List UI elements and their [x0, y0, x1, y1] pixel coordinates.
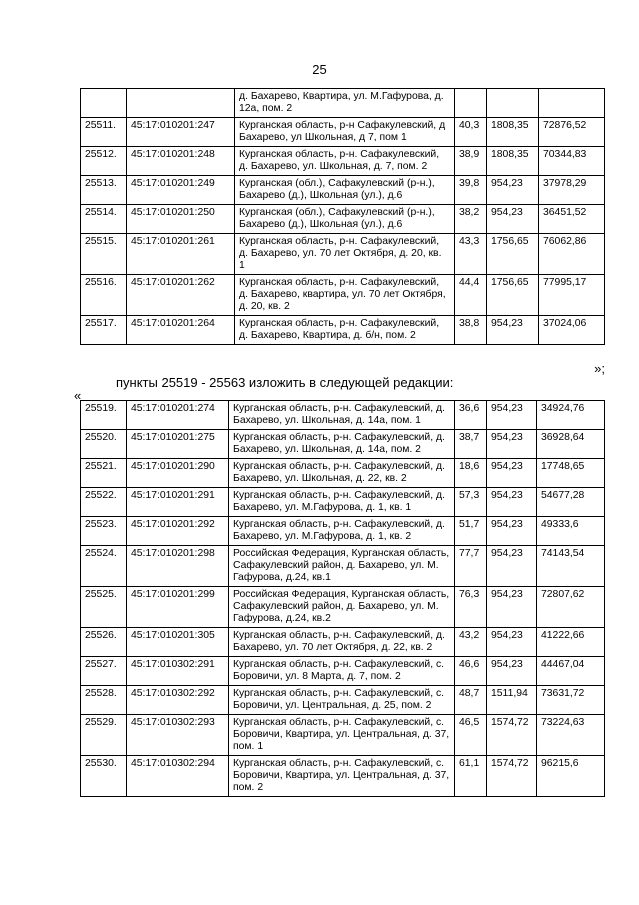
value-cell: 70344,83: [539, 147, 605, 176]
table-row: [81, 234, 605, 275]
value-cell: 73631,72: [537, 686, 605, 715]
area-cell: 46,5: [455, 715, 487, 756]
area-cell: 57,3: [455, 488, 487, 517]
amendment-paragraph: пункты 25519 - 25563 изложить в следующей редакции:: [116, 375, 454, 390]
item-number-cell: 25525.: [81, 587, 127, 628]
rate-cell: 1574,72: [487, 756, 537, 797]
item-number-cell: 25517.: [81, 316, 127, 345]
area-cell: 18,6: [455, 459, 487, 488]
table-row: [81, 118, 605, 147]
value-cell: 37978,29: [539, 176, 605, 205]
item-number-cell: 25515.: [81, 234, 127, 275]
rate-cell: 954,23: [487, 587, 537, 628]
value-cell: 17748,65: [537, 459, 605, 488]
rate-cell: 954,23: [487, 488, 537, 517]
rate-cell: 954,23: [487, 517, 537, 546]
area-cell: 48,7: [455, 686, 487, 715]
value-cell: 49333,6: [537, 517, 605, 546]
cadastral-number-cell: 45:17:010201:262: [127, 275, 235, 316]
area-cell: 39,8: [455, 176, 487, 205]
value-cell: 72876,52: [539, 118, 605, 147]
item-number-cell: 25526.: [81, 628, 127, 657]
value-cell: [539, 89, 605, 118]
cadastral-number-cell: 45:17:010201:249: [127, 176, 235, 205]
item-number-cell: 25524.: [81, 546, 127, 587]
table-row: [81, 657, 605, 686]
address-cell: Курганская область, р-н. Сафакулевский, д. Бахарево, ул. М.Гафурова, д. 1, кв. 2: [229, 517, 455, 546]
table-row: [81, 205, 605, 234]
table-row: [81, 147, 605, 176]
cadastral-number-cell: 45:17:010201:275: [127, 430, 229, 459]
item-number-cell: 25513.: [81, 176, 127, 205]
rate-cell: 954,23: [487, 430, 537, 459]
item-number-cell: 25520.: [81, 430, 127, 459]
address-cell: Курганская (обл.), Сафакулевский (р-н.), Бахарево (д.), Школьная (ул.), д.6: [235, 176, 455, 205]
cadastral-number-cell: 45:17:010201:248: [127, 147, 235, 176]
rate-cell: 1808,35: [487, 118, 539, 147]
address-cell: Курганская область, р-н. Сафакулевский, с. Боровичи, ул. 8 Марта, д. 7, пом. 2: [229, 657, 455, 686]
area-cell: 40,3: [455, 118, 487, 147]
table-row: [81, 176, 605, 205]
property-table-2: [80, 400, 605, 797]
property-table-1: [80, 88, 605, 345]
area-cell: 38,9: [455, 147, 487, 176]
area-cell: 43,3: [455, 234, 487, 275]
area-cell: 38,2: [455, 205, 487, 234]
rate-cell: 1756,65: [487, 234, 539, 275]
address-cell: Курганская область, р-н. Сафакулевский, д. Бахарево, ул. М.Гафурова, д. 1, кв. 1: [229, 488, 455, 517]
closing-quote: »;: [594, 361, 605, 376]
value-cell: 74143,54: [537, 546, 605, 587]
cadastral-number-cell: 45:17:010201:305: [127, 628, 229, 657]
table-row: [81, 430, 605, 459]
table-row: [81, 89, 605, 118]
table-row: [81, 401, 605, 430]
rate-cell: 954,23: [487, 657, 537, 686]
table-row: [81, 316, 605, 345]
area-cell: 77,7: [455, 546, 487, 587]
rate-cell: 1808,35: [487, 147, 539, 176]
item-number-cell: [81, 89, 127, 118]
rate-cell: 954,23: [487, 546, 537, 587]
cadastral-number-cell: 45:17:010201:299: [127, 587, 229, 628]
value-cell: 34924,76: [537, 401, 605, 430]
item-number-cell: 25521.: [81, 459, 127, 488]
table-row: [81, 517, 605, 546]
area-cell: 38,7: [455, 430, 487, 459]
value-cell: 36928,64: [537, 430, 605, 459]
address-cell: Курганская область, р-н. Сафакулевский, д. Бахарево, Квартира, д. б/н, пом. 2: [235, 316, 455, 345]
cadastral-number-cell: 45:17:010201:264: [127, 316, 235, 345]
cadastral-number-cell: 45:17:010201:292: [127, 517, 229, 546]
area-cell: 38,8: [455, 316, 487, 345]
item-number-cell: 25530.: [81, 756, 127, 797]
page-number: 25: [312, 62, 327, 77]
opening-quote: «: [74, 388, 82, 403]
cadastral-number-cell: 45:17:010201:290: [127, 459, 229, 488]
address-cell: Российская Федерация, Курганская область, Сафакулевский район, д. Бахарево, ул. М. Гафурова, д.24, кв.1: [229, 546, 455, 587]
item-number-cell: 25511.: [81, 118, 127, 147]
table-row: [81, 587, 605, 628]
area-cell: 36,6: [455, 401, 487, 430]
area-cell: 44,4: [455, 275, 487, 316]
address-cell: д. Бахарево, Квартира, ул. М.Гафурова, д. 12а, пом. 2: [235, 89, 455, 118]
value-cell: 54677,28: [537, 488, 605, 517]
rate-cell: 1574,72: [487, 715, 537, 756]
item-number-cell: 25529.: [81, 715, 127, 756]
rate-cell: 954,23: [487, 176, 539, 205]
cadastral-number-cell: 45:17:010302:292: [127, 686, 229, 715]
item-number-cell: 25514.: [81, 205, 127, 234]
rate-cell: 1511,94: [487, 686, 537, 715]
value-cell: 76062,86: [539, 234, 605, 275]
table-row: [81, 459, 605, 488]
rate-cell: 1756,65: [487, 275, 539, 316]
address-cell: Курганская область, р-н. Сафакулевский, д. Бахарево, ул. 70 лет Октября, д. 20, кв. 1: [235, 234, 455, 275]
item-number-cell: 25519.: [81, 401, 127, 430]
area-cell: 46,6: [455, 657, 487, 686]
address-cell: Курганская область, р-н. Сафакулевский, д. Бахарево, ул. 70 лет Октября, д. 22, кв. 2: [229, 628, 455, 657]
cadastral-number-cell: 45:17:010201:250: [127, 205, 235, 234]
item-number-cell: 25522.: [81, 488, 127, 517]
cadastral-number-cell: 45:17:010201:274: [127, 401, 229, 430]
item-number-cell: 25512.: [81, 147, 127, 176]
value-cell: 96215,6: [537, 756, 605, 797]
cadastral-number-cell: 45:17:010201:247: [127, 118, 235, 147]
rate-cell: 954,23: [487, 205, 539, 234]
cadastral-number-cell: 45:17:010302:291: [127, 657, 229, 686]
address-cell: Курганская область, р-н. Сафакулевский, с. Боровичи, Квартира, ул. Центральная, д. 37, пом. 2: [229, 756, 455, 797]
item-number-cell: 25516.: [81, 275, 127, 316]
value-cell: 37024,06: [539, 316, 605, 345]
value-cell: 77995,17: [539, 275, 605, 316]
value-cell: 73224,63: [537, 715, 605, 756]
rate-cell: [487, 89, 539, 118]
value-cell: 36451,52: [539, 205, 605, 234]
address-cell: Курганская область, р-н Сафакулевский, д Бахарево, ул Школьная, д 7, пом 1: [235, 118, 455, 147]
cadastral-number-cell: 45:17:010302:293: [127, 715, 229, 756]
address-cell: Курганская область, р-н. Сафакулевский, с. Боровичи, Квартира, ул. Центральная, д. 37, пом. 1: [229, 715, 455, 756]
table-row: [81, 686, 605, 715]
cadastral-number-cell: 45:17:010201:298: [127, 546, 229, 587]
address-cell: Курганская область, р-н. Сафакулевский, д. Бахарево, квартира, ул. 70 лет Октября, д. 20, кв. 2: [235, 275, 455, 316]
value-cell: 44467,04: [537, 657, 605, 686]
cadastral-number-cell: 45:17:010302:294: [127, 756, 229, 797]
table-row: [81, 546, 605, 587]
table-row: [81, 275, 605, 316]
address-cell: Курганская область, р-н. Сафакулевский, с. Боровичи, ул. Центральная, д. 25, пом. 2: [229, 686, 455, 715]
rate-cell: 954,23: [487, 316, 539, 345]
table-row: [81, 756, 605, 797]
rate-cell: 954,23: [487, 401, 537, 430]
item-number-cell: 25527.: [81, 657, 127, 686]
address-cell: Курганская (обл.), Сафакулевский (р-н.), Бахарево (д.), Школьная (ул.), д.6: [235, 205, 455, 234]
cadastral-number-cell: 45:17:010201:291: [127, 488, 229, 517]
table-row: [81, 488, 605, 517]
cadastral-number-cell: 45:17:010201:261: [127, 234, 235, 275]
address-cell: Российская Федерация, Курганская область, Сафакулевский район, д. Бахарево, ул. М. Гафурова, д.24, кв.2: [229, 587, 455, 628]
area-cell: 51,7: [455, 517, 487, 546]
area-cell: 61,1: [455, 756, 487, 797]
table-row: [81, 628, 605, 657]
address-cell: Курганская область, р-н. Сафакулевский, д. Бахарево, ул. Школьная, д. 14а, пом. 2: [229, 430, 455, 459]
table-row: [81, 715, 605, 756]
rate-cell: 954,23: [487, 459, 537, 488]
area-cell: [455, 89, 487, 118]
address-cell: Курганская область, р-н. Сафакулевский, д. Бахарево, ул. Школьная, д. 14а, пом. 1: [229, 401, 455, 430]
address-cell: Курганская область, р-н. Сафакулевский, д. Бахарево, ул. Школьная, д. 22, кв. 2: [229, 459, 455, 488]
value-cell: 41222,66: [537, 628, 605, 657]
address-cell: Курганская область, р-н. Сафакулевский, д. Бахарево, ул. Школьная, д. 7, пом. 2: [235, 147, 455, 176]
item-number-cell: 25523.: [81, 517, 127, 546]
rate-cell: 954,23: [487, 628, 537, 657]
item-number-cell: 25528.: [81, 686, 127, 715]
value-cell: 72807,62: [537, 587, 605, 628]
area-cell: 43,2: [455, 628, 487, 657]
cadastral-number-cell: [127, 89, 235, 118]
area-cell: 76,3: [455, 587, 487, 628]
